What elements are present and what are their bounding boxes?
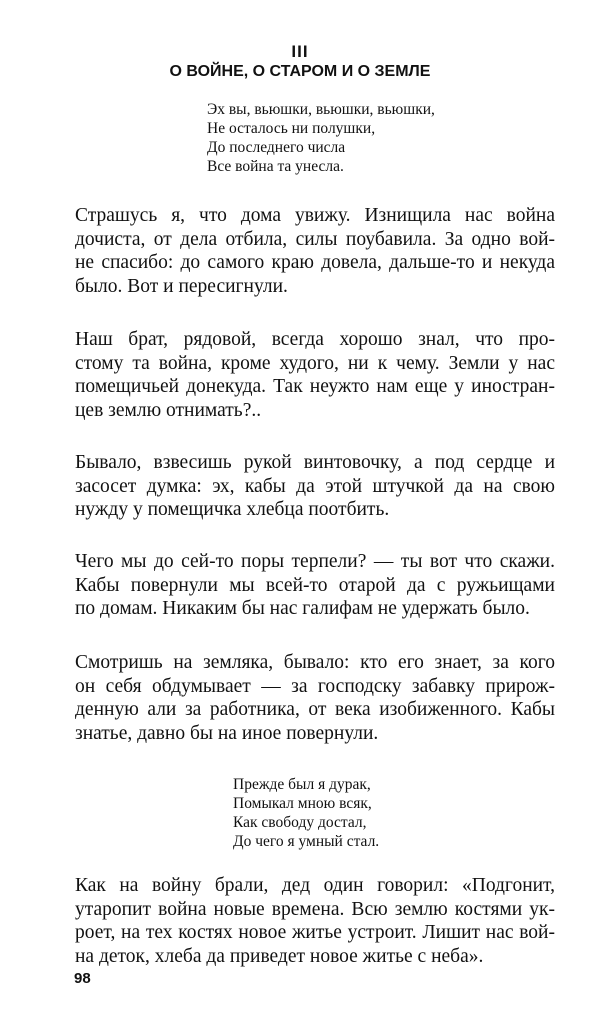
paragraph-line: Кабы повернули мы всей-то отарой да с ружьищами xyxy=(75,574,555,596)
paragraph-line: утаропит война новые времена. Всю землю костями ук- xyxy=(75,898,555,920)
paragraph-line: стому та война, кроме худого, ни к чему. Земли у нас xyxy=(75,352,555,374)
paragraph-line: Бывало, взвесишь рукой винтовочку, а под сердце и xyxy=(75,452,555,473)
paragraph xyxy=(75,651,555,746)
song-line: Прежде был я дурак, xyxy=(233,776,371,793)
paragraph-line: знатье, давно бы на иное повернули. xyxy=(75,723,379,745)
song-line: Помыкал мною всяк, xyxy=(233,795,372,812)
paragraph-line: дочиста, от дела отбила, силы поубавила. За одно вой- xyxy=(75,228,555,250)
paragraph xyxy=(75,451,555,522)
paragraph-line: Чего мы до сей-то поры терпели? — ты вот что скажи. xyxy=(75,551,555,572)
paragraph xyxy=(75,328,555,423)
epigraph-line: Не осталось ни полушки, xyxy=(207,120,376,137)
paragraph-line: Как на войну брали, дед один говорил: «Подгонит, xyxy=(75,875,555,896)
paragraph-line: Страшусь я, что дома увижу. Изнищила нас война xyxy=(75,205,555,226)
chapter-title: О ВОЙНЕ, О СТАРОМ И О ЗЕМЛЕ xyxy=(169,63,431,80)
epigraph xyxy=(207,100,435,176)
paragraph-line: на деток, хлеба да приведет новое житье с неба». xyxy=(75,946,484,968)
paragraph-line: он себя обдумывает — за господску забавку прирож- xyxy=(75,675,555,697)
paragraph-line: было. Вот и пересигнули. xyxy=(75,276,288,298)
paragraph-line: по домам. Никаким бы нас галифам не удержать было. xyxy=(75,598,530,620)
paragraph-line: Смотришь на земляка, бывало: кто его знает, за кого xyxy=(75,652,555,673)
paragraph-line: цев землю отнимать?.. xyxy=(75,400,262,422)
paragraph-line: помещичьей донекуда. Так неужто нам еще у иностран- xyxy=(75,376,555,398)
song-line: Как свободу достал, xyxy=(233,814,367,831)
epigraph-line: Эх вы, вьюшки, вьюшки, вьюшки, xyxy=(207,101,435,118)
paragraph-line: Наш брат, рядовой, всегда хорошо знал, что про- xyxy=(75,329,555,350)
paragraph xyxy=(75,204,555,299)
song-line: До чего я умный стал. xyxy=(233,833,380,850)
paragraph-line: не спасибо: до самого краю довела, дальше-то и некуда xyxy=(75,252,555,274)
final-paragraph xyxy=(75,874,555,969)
paragraph-line: нужду у помещичка хлебца поотбить. xyxy=(75,499,390,521)
epigraph-line: Все война та унесла. xyxy=(207,158,344,175)
epigraph-line: До последнего числа xyxy=(207,139,346,156)
paragraph xyxy=(75,550,555,621)
paragraph-line: роет, на тех костях новое житье устроит. Лишит нас вой- xyxy=(75,922,555,944)
paragraph-line: денную али за работника, от века изобиженного. Кабы xyxy=(75,699,555,721)
chapter-number: III xyxy=(291,42,309,61)
song-verse xyxy=(233,775,379,851)
page-number: 98 xyxy=(74,970,91,987)
paragraph-line: засосет думка: эх, кабы да этой штучкой да на свою xyxy=(75,475,555,497)
